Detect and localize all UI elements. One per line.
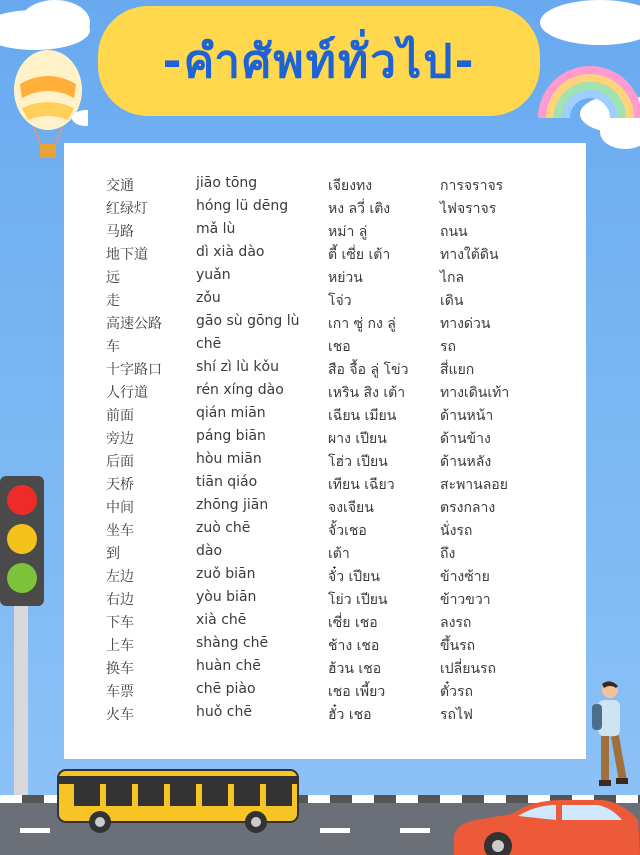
- page-title: -คำศัพท์ทั่วไป-: [162, 33, 476, 88]
- vocab-row: [64, 428, 586, 451]
- vocab-card: [64, 143, 586, 759]
- pinyin-cell: jiāo tōng: [196, 175, 258, 191]
- thai-meaning-cell: ทางเดินเท้า: [440, 385, 510, 401]
- thai-meaning-cell: ด้านข้าง: [440, 431, 491, 447]
- thai-reading-cell: เกา ซู่ กง ลู่: [328, 316, 396, 332]
- thai-meaning-cell: ตรงกลาง: [440, 500, 496, 516]
- thai-meaning-cell: ทางด่วน: [440, 316, 491, 332]
- thai-reading-cell: จั๋ว เปียน: [328, 569, 380, 585]
- thai-reading-cell: หย่วน: [328, 270, 363, 286]
- thai-reading-cell: โย่ว เปียน: [328, 592, 388, 608]
- vocab-row: [64, 313, 586, 336]
- vocab-row: [64, 497, 586, 520]
- thai-meaning-cell: ถนน: [440, 224, 468, 240]
- vocab-row: [64, 612, 586, 635]
- thai-meaning-cell: ถึง: [440, 546, 456, 562]
- pinyin-cell: dào: [196, 543, 223, 559]
- thai-meaning-cell: ด้านหน้า: [440, 408, 494, 424]
- thai-reading-cell: เซี่ย เชอ: [328, 615, 378, 631]
- thai-meaning-cell: ด้านหลัง: [440, 454, 492, 470]
- thai-reading-cell: ฮ้วน เชอ: [328, 661, 382, 677]
- pinyin-cell: zuǒ biān: [196, 566, 256, 582]
- thai-meaning-cell: รถ: [440, 339, 456, 355]
- thai-meaning-cell: สี่แยก: [440, 362, 475, 378]
- hanzi-cell: 到: [106, 546, 120, 562]
- pinyin-cell: zǒu: [196, 290, 221, 306]
- hanzi-cell: 换车: [106, 661, 134, 677]
- hanzi-cell: 天桥: [106, 477, 134, 493]
- thai-reading-cell: จั้วเชอ: [328, 523, 367, 539]
- pinyin-cell: huàn chē: [196, 658, 261, 674]
- pinyin-cell: xià chē: [196, 612, 247, 628]
- road-dash: [400, 828, 430, 833]
- vocab-row: [64, 474, 586, 497]
- pinyin-cell: chē: [196, 336, 222, 352]
- pinyin-cell: qián miān: [196, 405, 266, 421]
- hanzi-cell: 中间: [106, 500, 134, 516]
- thai-reading-cell: เหริน สิง เต้า: [328, 385, 406, 401]
- car-icon: [452, 796, 640, 855]
- pinyin-cell: gāo sù gōng lù: [196, 313, 300, 329]
- thai-meaning-cell: เปลี่ยนรถ: [440, 661, 497, 677]
- thai-meaning-cell: ลงรถ: [440, 615, 472, 631]
- thai-reading-cell: เทียน เฉียว: [328, 477, 395, 493]
- pinyin-cell: rén xíng dào: [196, 382, 284, 398]
- pinyin-cell: huǒ chē: [196, 704, 252, 720]
- vocab-row: [64, 635, 586, 658]
- vocab-row: [64, 405, 586, 428]
- hanzi-cell: 上车: [106, 638, 134, 654]
- vocab-row: [64, 336, 586, 359]
- pinyin-cell: mǎ lù: [196, 221, 236, 237]
- road-dash: [320, 828, 350, 833]
- hanzi-cell: 远: [106, 270, 120, 286]
- thai-reading-cell: ช้าง เชอ: [328, 638, 380, 654]
- hanzi-cell: 左边: [106, 569, 134, 585]
- thai-reading-cell: หม่า ลู่: [328, 224, 368, 240]
- hanzi-cell: 红绿灯: [106, 201, 148, 217]
- traffic-light-icon: [0, 476, 48, 798]
- thai-reading-cell: โฮ่ว เปียน: [328, 454, 388, 470]
- pinyin-cell: shí zì lù kǒu: [196, 359, 279, 375]
- pinyin-cell: dì xià dào: [196, 244, 265, 260]
- hanzi-cell: 十字路口: [106, 362, 162, 378]
- thai-reading-cell: เชอ เพี้ยว: [328, 684, 386, 700]
- thai-meaning-cell: ทางใต้ดิน: [440, 247, 499, 263]
- hanzi-cell: 坐车: [106, 523, 134, 539]
- pinyin-cell: shàng chē: [196, 635, 269, 651]
- pinyin-cell: tiān qiáo: [196, 474, 258, 490]
- thai-reading-cell: ผาง เปียน: [328, 431, 387, 447]
- thai-reading-cell: โจ่ว: [328, 293, 352, 309]
- title-banner: [98, 6, 540, 116]
- rainbow-icon: [538, 58, 640, 120]
- hanzi-cell: 旁边: [106, 431, 134, 447]
- hanzi-cell: 下车: [106, 615, 134, 631]
- thai-reading-cell: ฮั๋ว เชอ: [328, 707, 372, 723]
- thai-reading-cell: จงเจียน: [328, 500, 374, 516]
- thai-meaning-cell: การจราจร: [440, 178, 504, 194]
- thai-meaning-cell: ไฟจราจร: [440, 201, 497, 217]
- thai-meaning-cell: เดิน: [440, 293, 464, 309]
- vocab-row: [64, 658, 586, 681]
- thai-meaning-cell: สะพานลอย: [440, 477, 508, 493]
- vocab-row: [64, 221, 586, 244]
- road-dash: [20, 828, 50, 833]
- pinyin-cell: hòu miān: [196, 451, 262, 467]
- thai-reading-cell: ตี้ เซี่ย เต้า: [328, 247, 391, 263]
- vocab-row: [64, 520, 586, 543]
- thai-meaning-cell: ข้างซ้าย: [440, 569, 490, 585]
- vocab-row: [64, 451, 586, 474]
- vocab-row: [64, 175, 586, 198]
- pinyin-cell: yòu biān: [196, 589, 257, 605]
- hanzi-cell: 走: [106, 293, 120, 309]
- pedestrian-icon: [590, 680, 630, 800]
- hanzi-cell: 人行道: [106, 385, 148, 401]
- vocab-row: [64, 198, 586, 221]
- vocab-row: [64, 382, 586, 405]
- pinyin-cell: yuǎn: [196, 267, 231, 283]
- vocab-row: [64, 589, 586, 612]
- pinyin-cell: zuò chē: [196, 520, 251, 536]
- hanzi-cell: 后面: [106, 454, 134, 470]
- thai-meaning-cell: รถไฟ: [440, 707, 473, 723]
- thai-reading-cell: หง ลวี่ เติง: [328, 201, 391, 217]
- thai-meaning-cell: ตั๋วรถ: [440, 684, 473, 700]
- hanzi-cell: 前面: [106, 408, 134, 424]
- hanzi-cell: 交通: [106, 178, 134, 194]
- pinyin-cell: páng biān: [196, 428, 266, 444]
- pinyin-cell: chē piào: [196, 681, 256, 697]
- vocab-row: [64, 543, 586, 566]
- thai-meaning-cell: นั่งรถ: [440, 523, 473, 539]
- hanzi-cell: 地下道: [106, 247, 148, 263]
- bus-icon: [56, 768, 302, 834]
- pinyin-cell: zhōng jiān: [196, 497, 269, 513]
- thai-reading-cell: เจียงทง: [328, 178, 373, 194]
- thai-meaning-cell: ข้าวขวา: [440, 592, 491, 608]
- vocab-row: [64, 244, 586, 267]
- vocab-row: [64, 566, 586, 589]
- thai-reading-cell: เต้า: [328, 546, 350, 562]
- hanzi-cell: 右边: [106, 592, 134, 608]
- vocab-row: [64, 704, 586, 727]
- hanzi-cell: 车票: [106, 684, 134, 700]
- hanzi-cell: 马路: [106, 224, 134, 240]
- hanzi-cell: 火车: [106, 707, 134, 723]
- thai-meaning-cell: ไกล: [440, 270, 465, 286]
- thai-meaning-cell: ขึ้นรถ: [440, 638, 476, 654]
- hanzi-cell: 高速公路: [106, 316, 162, 332]
- vocab-row: [64, 359, 586, 382]
- vocab-row: [64, 290, 586, 313]
- vocab-row: [64, 267, 586, 290]
- vocab-row: [64, 681, 586, 704]
- pinyin-cell: hóng lü dēng: [196, 198, 289, 214]
- thai-reading-cell: เฉียน เมียน: [328, 408, 397, 424]
- thai-reading-cell: เชอ: [328, 339, 351, 355]
- hanzi-cell: 车: [106, 339, 120, 355]
- thai-reading-cell: สือ จื้อ ลู่ โข่ว: [328, 362, 409, 378]
